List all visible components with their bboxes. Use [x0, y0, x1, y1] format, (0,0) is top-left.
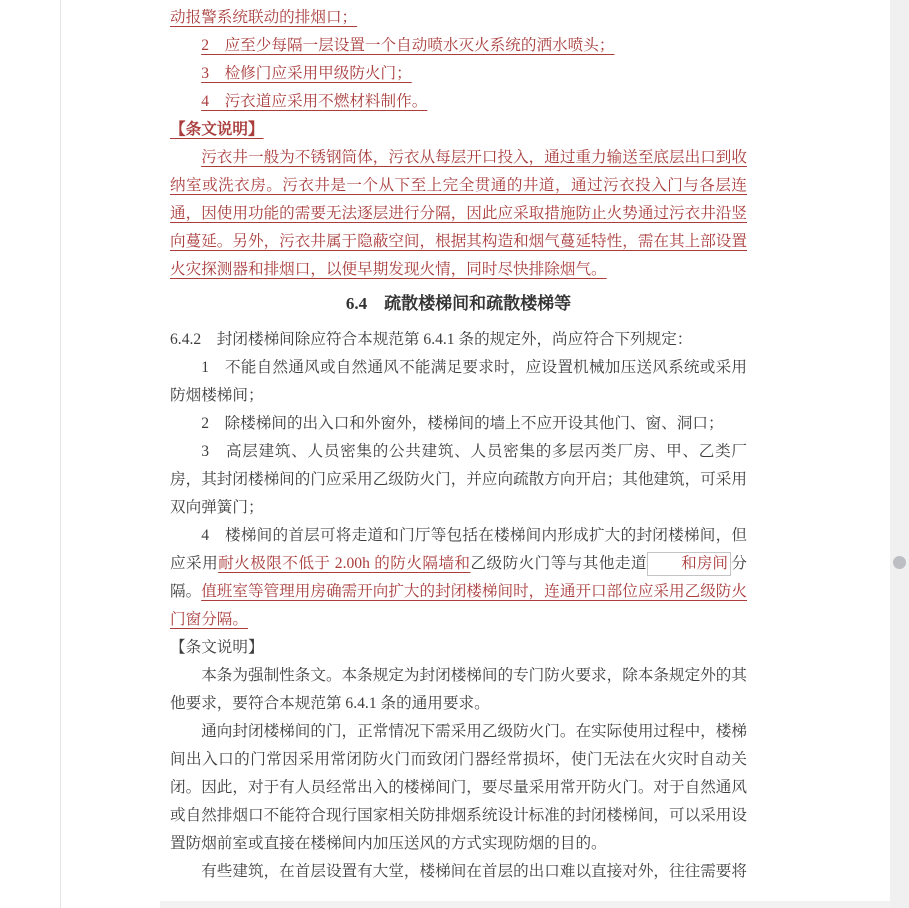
scrollbar-thumb[interactable]: [893, 556, 906, 569]
clause-item-4: [170, 522, 747, 634]
section-heading: 6.4 疏散楼梯间和疏散楼梯等: [345, 294, 572, 313]
item4-red-underline-2: 值班室等管理用房确需开向扩大的封闭楼梯间时，连通开口部位应采用乙级防火门窗分隔。: [170, 583, 747, 628]
commentary-paragraph-3: 有些建筑，在首层设置有大堂，楼梯间在首层的出口难以直接对外，往往需要将: [201, 863, 747, 880]
list-item-2-red: 2 应至少每隔一层设置一个自动喷水灭火系统的洒水喷头；: [201, 37, 615, 54]
item4-black-text-3: 分隔。: [170, 555, 747, 600]
list-item-4-red: 4 污衣道应采用不燃材料制作。: [201, 93, 428, 110]
revision-insert-box: 和房间: [647, 552, 731, 576]
clause-item-1: 1 不能自然通风或自然通风不能满足要求时，应设置机械加压送风系统或采用防烟楼梯间；: [170, 359, 747, 404]
clause-item-2: 2 除楼梯间的出入口和外窗外，楼梯间的墙上不应开设其他门、窗、洞口；: [201, 415, 724, 432]
page-break-divider: [160, 901, 890, 908]
item4-red-underline-1: 耐火极限不低于 2.00h 的防火隔墙和: [218, 555, 471, 572]
item4-black-text: 4 楼梯间的首层可将走道和门厅等包括在楼梯间内形成扩大的封闭楼梯间，但应采用: [170, 527, 747, 572]
page-left-edge: [60, 0, 61, 908]
commentary-label-black: 【条文说明】: [170, 639, 264, 656]
clause-6-4-2: 6.4.2 封闭楼梯间除应符合本规范第 6.4.1 条的规定外，尚应符合下列规定：: [170, 331, 693, 348]
document-page: [170, 4, 747, 886]
continuation-line: 动报警系统联动的排烟口；: [170, 9, 358, 26]
scrollbar-track[interactable]: [890, 0, 909, 908]
clause-item-3: 3 高层建筑、人员密集的公共建筑、人员密集的多层丙类厂房、甲、乙类厂房，其封闭楼梯间的门应采用乙级防火门，并应向疏散方向开启；其他建筑，可采用双向弹簧门；: [170, 443, 747, 516]
commentary-paragraph-1: 本条为强制性条文。本条规定为封闭楼梯间的专门防火要求，除本条规定外的其他要求，要符合本规范第 6.4.1 条的通用要求。: [170, 667, 747, 712]
item4-black-text-2: 乙级防火门等与其他走道: [470, 555, 647, 572]
list-item-3-red: 3 检修门应采用甲级防火门；: [201, 65, 412, 82]
commentary-paragraph-2: 通向封闭楼梯间的门，正常情况下需采用乙级防火门。在实际使用过程中，楼梯间出入口的门常因采用常闭防火门而致闭门器经常损坏，使门无法在火灾时自动关闭。因此，对于有人员经常出入的楼梯间门，要尽量采用常开防火门。对于自然通风或自然排烟口不能符合现行国家相关防排烟系统设计标准的封闭楼梯间，可以采用设置防烟前室或直接在楼梯间内加压送风的方式实现防烟的目的。: [170, 723, 747, 852]
commentary-paragraph-red: 污衣井一般为不锈钢筒体，污衣从每层开口投入，通过重力输送至底层出口到收纳室或洗衣房。污衣井是一个从下至上完全贯通的井道，通过污衣投入门与各层连通，因使用功能的需要无法逐层进行分隔，因此应采取措施防止火势通过污衣井沿竖向蔓延。另外，污衣井属于隐蔽空间，根据其构造和烟气蔓延特性，需在其上部设置火灾探测器和排烟口，以便早期发现火情，同时尽快排除烟气。: [170, 149, 747, 278]
commentary-label-red: 【条文说明】: [170, 121, 264, 138]
